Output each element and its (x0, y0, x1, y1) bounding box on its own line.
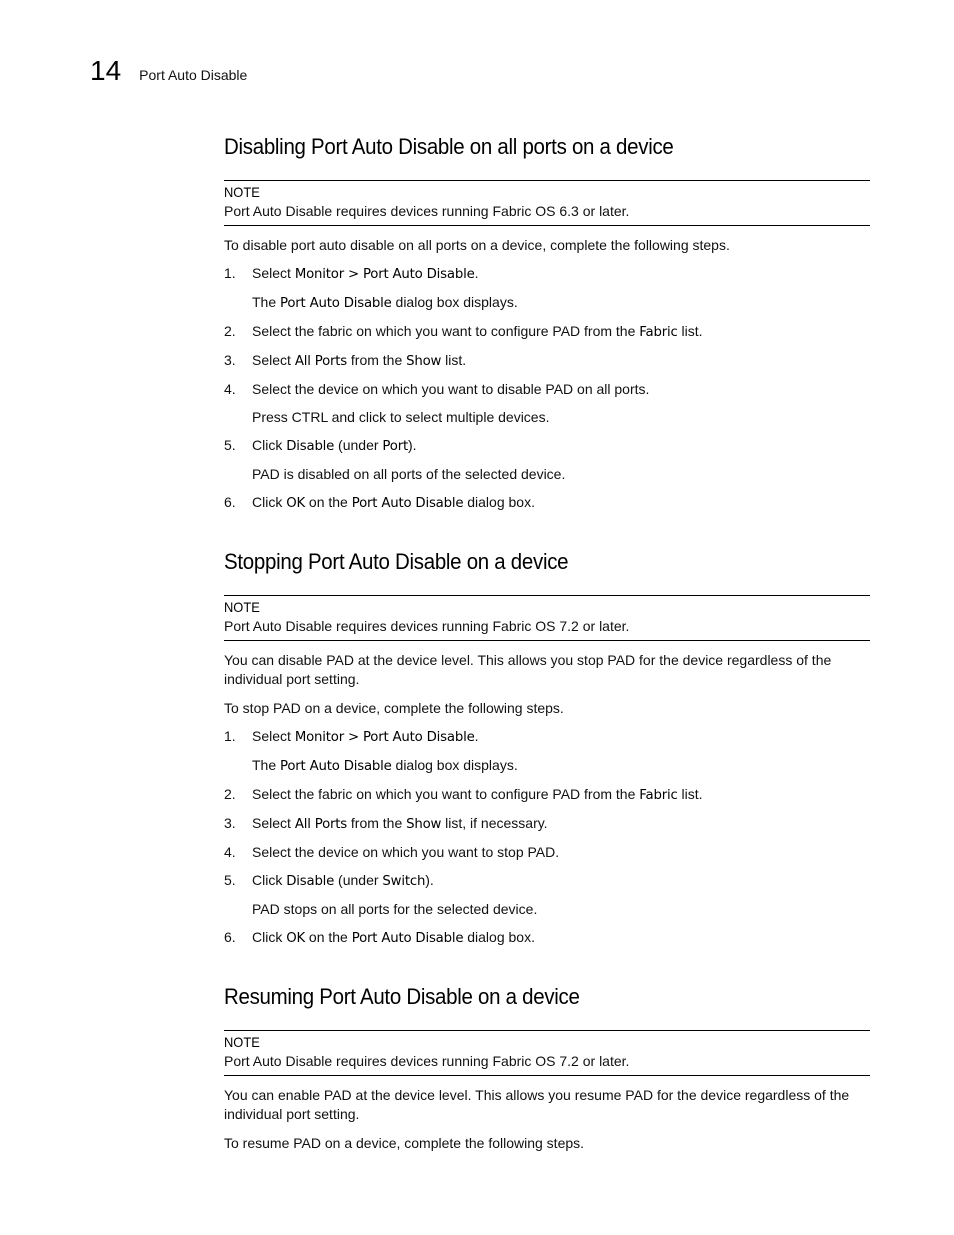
step-item (224, 436, 870, 484)
ui-term: Port (382, 439, 408, 454)
section-title: Resuming Port Auto Disable on a device (224, 984, 580, 1009)
step-item (224, 351, 870, 371)
step-text-part: list. (441, 352, 467, 368)
step-number: 5. (224, 437, 236, 453)
ui-term: All Ports (294, 354, 348, 369)
step-number: 3. (224, 815, 236, 831)
step-result-part: The (252, 757, 281, 773)
note-text: Port Auto Disable requires devices running Fabric OS 7.2 or later. (224, 618, 630, 634)
note-box (224, 1030, 870, 1076)
step-item (224, 380, 870, 427)
step-text-part: on the (305, 929, 352, 945)
ui-term: Disable (286, 439, 335, 454)
section-title: Stopping Port Auto Disable on a device (224, 549, 569, 574)
running-header (90, 54, 247, 88)
step-result-part: dialog box displays. (391, 757, 518, 773)
paragraph: You can enable PAD at the device level. This allows you resume PAD for the device regardless of the individual port setting. (224, 1087, 850, 1122)
note-box (224, 595, 870, 641)
step-number: 4. (224, 844, 236, 860)
step-item (224, 785, 870, 805)
step-number: 6. (224, 929, 236, 945)
step-text (252, 322, 870, 342)
step-text-part: (under (334, 437, 383, 453)
section (224, 543, 870, 948)
paragraph: To stop PAD on a device, complete the following steps. (224, 700, 564, 716)
step-text-part: Select the fabric on which you want to configure PAD from the (252, 786, 640, 802)
ui-term: Disable (286, 874, 335, 889)
step-text-part: ). (407, 437, 417, 453)
ui-term: Fabric (639, 788, 678, 803)
ui-term: Port Auto Disable (280, 759, 392, 774)
ui-term: Show (406, 354, 442, 369)
step-text-part: . (474, 728, 479, 744)
step-text (252, 351, 870, 371)
step-number: 2. (224, 786, 236, 802)
note-text: Port Auto Disable requires devices running Fabric OS 6.3 or later. (224, 203, 630, 219)
note-label: NOTE (224, 184, 260, 200)
step-text-part: (under (334, 872, 383, 888)
step-item (224, 322, 870, 342)
paragraph: To disable port auto disable on all ports on a device, complete the following steps. (224, 237, 730, 253)
note-label: NOTE (224, 1034, 260, 1050)
step-text (252, 871, 870, 891)
chapter-number: 14 (90, 55, 122, 86)
ui-term: Fabric (639, 325, 678, 340)
ui-term: All Ports (294, 817, 348, 832)
step-text-part: Select (252, 815, 295, 831)
step-text-part: . (474, 265, 479, 281)
chapter-title: Port Auto Disable (139, 67, 248, 83)
ui-term: OK (286, 931, 306, 946)
step-text-part: Select (252, 352, 295, 368)
step-text-part: Select the device on which you want to disable PAD on all ports. (252, 381, 650, 397)
step-result (252, 465, 870, 484)
step-text-part: dialog box. (463, 929, 535, 945)
step-item (224, 843, 870, 862)
step-number: 6. (224, 494, 236, 510)
step-number: 1. (224, 265, 236, 281)
step-list (224, 727, 870, 948)
step-text-part: dialog box. (463, 494, 535, 510)
ui-term: Monitor > Port Auto Disable (294, 730, 475, 745)
step-text-part: Select the fabric on which you want to configure PAD from the (252, 323, 640, 339)
step-item (224, 871, 870, 919)
step-text (252, 928, 870, 948)
ui-term: Port Auto Disable (351, 496, 464, 511)
paragraph: To resume PAD on a device, complete the following steps. (224, 1135, 585, 1151)
step-text-part: list, if necessary. (441, 815, 548, 831)
step-text-part: list. (677, 323, 703, 339)
note-text: Port Auto Disable requires devices running Fabric OS 7.2 or later. (224, 1053, 630, 1069)
step-text (252, 843, 870, 862)
ui-term: Monitor > Port Auto Disable (294, 267, 475, 282)
step-text-part: Click (252, 929, 287, 945)
step-number: 4. (224, 381, 236, 397)
ui-term: Switch (382, 874, 426, 889)
step-result-part: The (252, 294, 281, 310)
step-text-part: list. (677, 786, 703, 802)
step-text (252, 785, 870, 805)
step-number: 5. (224, 872, 236, 888)
step-text-part: Select the device on which you want to stop PAD. (252, 844, 560, 860)
ui-term: OK (286, 496, 306, 511)
step-item (224, 928, 870, 948)
step-item (224, 727, 870, 776)
step-number: 1. (224, 728, 236, 744)
step-result-part: PAD is disabled on all ports of the selected device. (252, 466, 566, 482)
step-text (252, 436, 870, 456)
step-text-part: Select (252, 265, 295, 281)
section (224, 128, 870, 513)
step-result (252, 408, 870, 427)
step-text-part: on the (305, 494, 352, 510)
step-list (224, 264, 870, 513)
step-text (252, 727, 870, 747)
step-item (224, 264, 870, 313)
step-number: 3. (224, 352, 236, 368)
page-content (224, 128, 870, 1153)
step-text-part: Click (252, 872, 287, 888)
paragraph: You can disable PAD at the device level. This allows you stop PAD for the device regardless of the individual port setting. (224, 652, 832, 687)
section (224, 978, 870, 1153)
step-item (224, 814, 870, 834)
step-result (252, 293, 870, 313)
step-result-part: dialog box displays. (391, 294, 518, 310)
step-text-part: Click (252, 437, 287, 453)
section-title: Disabling Port Auto Disable on all ports on a device (224, 134, 674, 159)
step-result (252, 756, 870, 776)
step-result-part: PAD stops on all ports for the selected device. (252, 901, 538, 917)
step-text-part: from the (347, 815, 407, 831)
step-text (252, 814, 870, 834)
ui-term: Port Auto Disable (351, 931, 464, 946)
step-item (224, 493, 870, 513)
step-text-part: ). (425, 872, 434, 888)
step-text-part: Click (252, 494, 287, 510)
step-text-part: Select (252, 728, 295, 744)
step-result-part: Press CTRL and click to select multiple devices. (252, 409, 550, 425)
step-text (252, 380, 870, 399)
step-result (252, 900, 870, 919)
step-text-part: from the (347, 352, 407, 368)
step-text (252, 493, 870, 513)
step-number: 2. (224, 323, 236, 339)
ui-term: Show (406, 817, 442, 832)
note-label: NOTE (224, 599, 260, 615)
note-box (224, 180, 870, 226)
ui-term: Port Auto Disable (280, 296, 392, 311)
step-text (252, 264, 870, 284)
